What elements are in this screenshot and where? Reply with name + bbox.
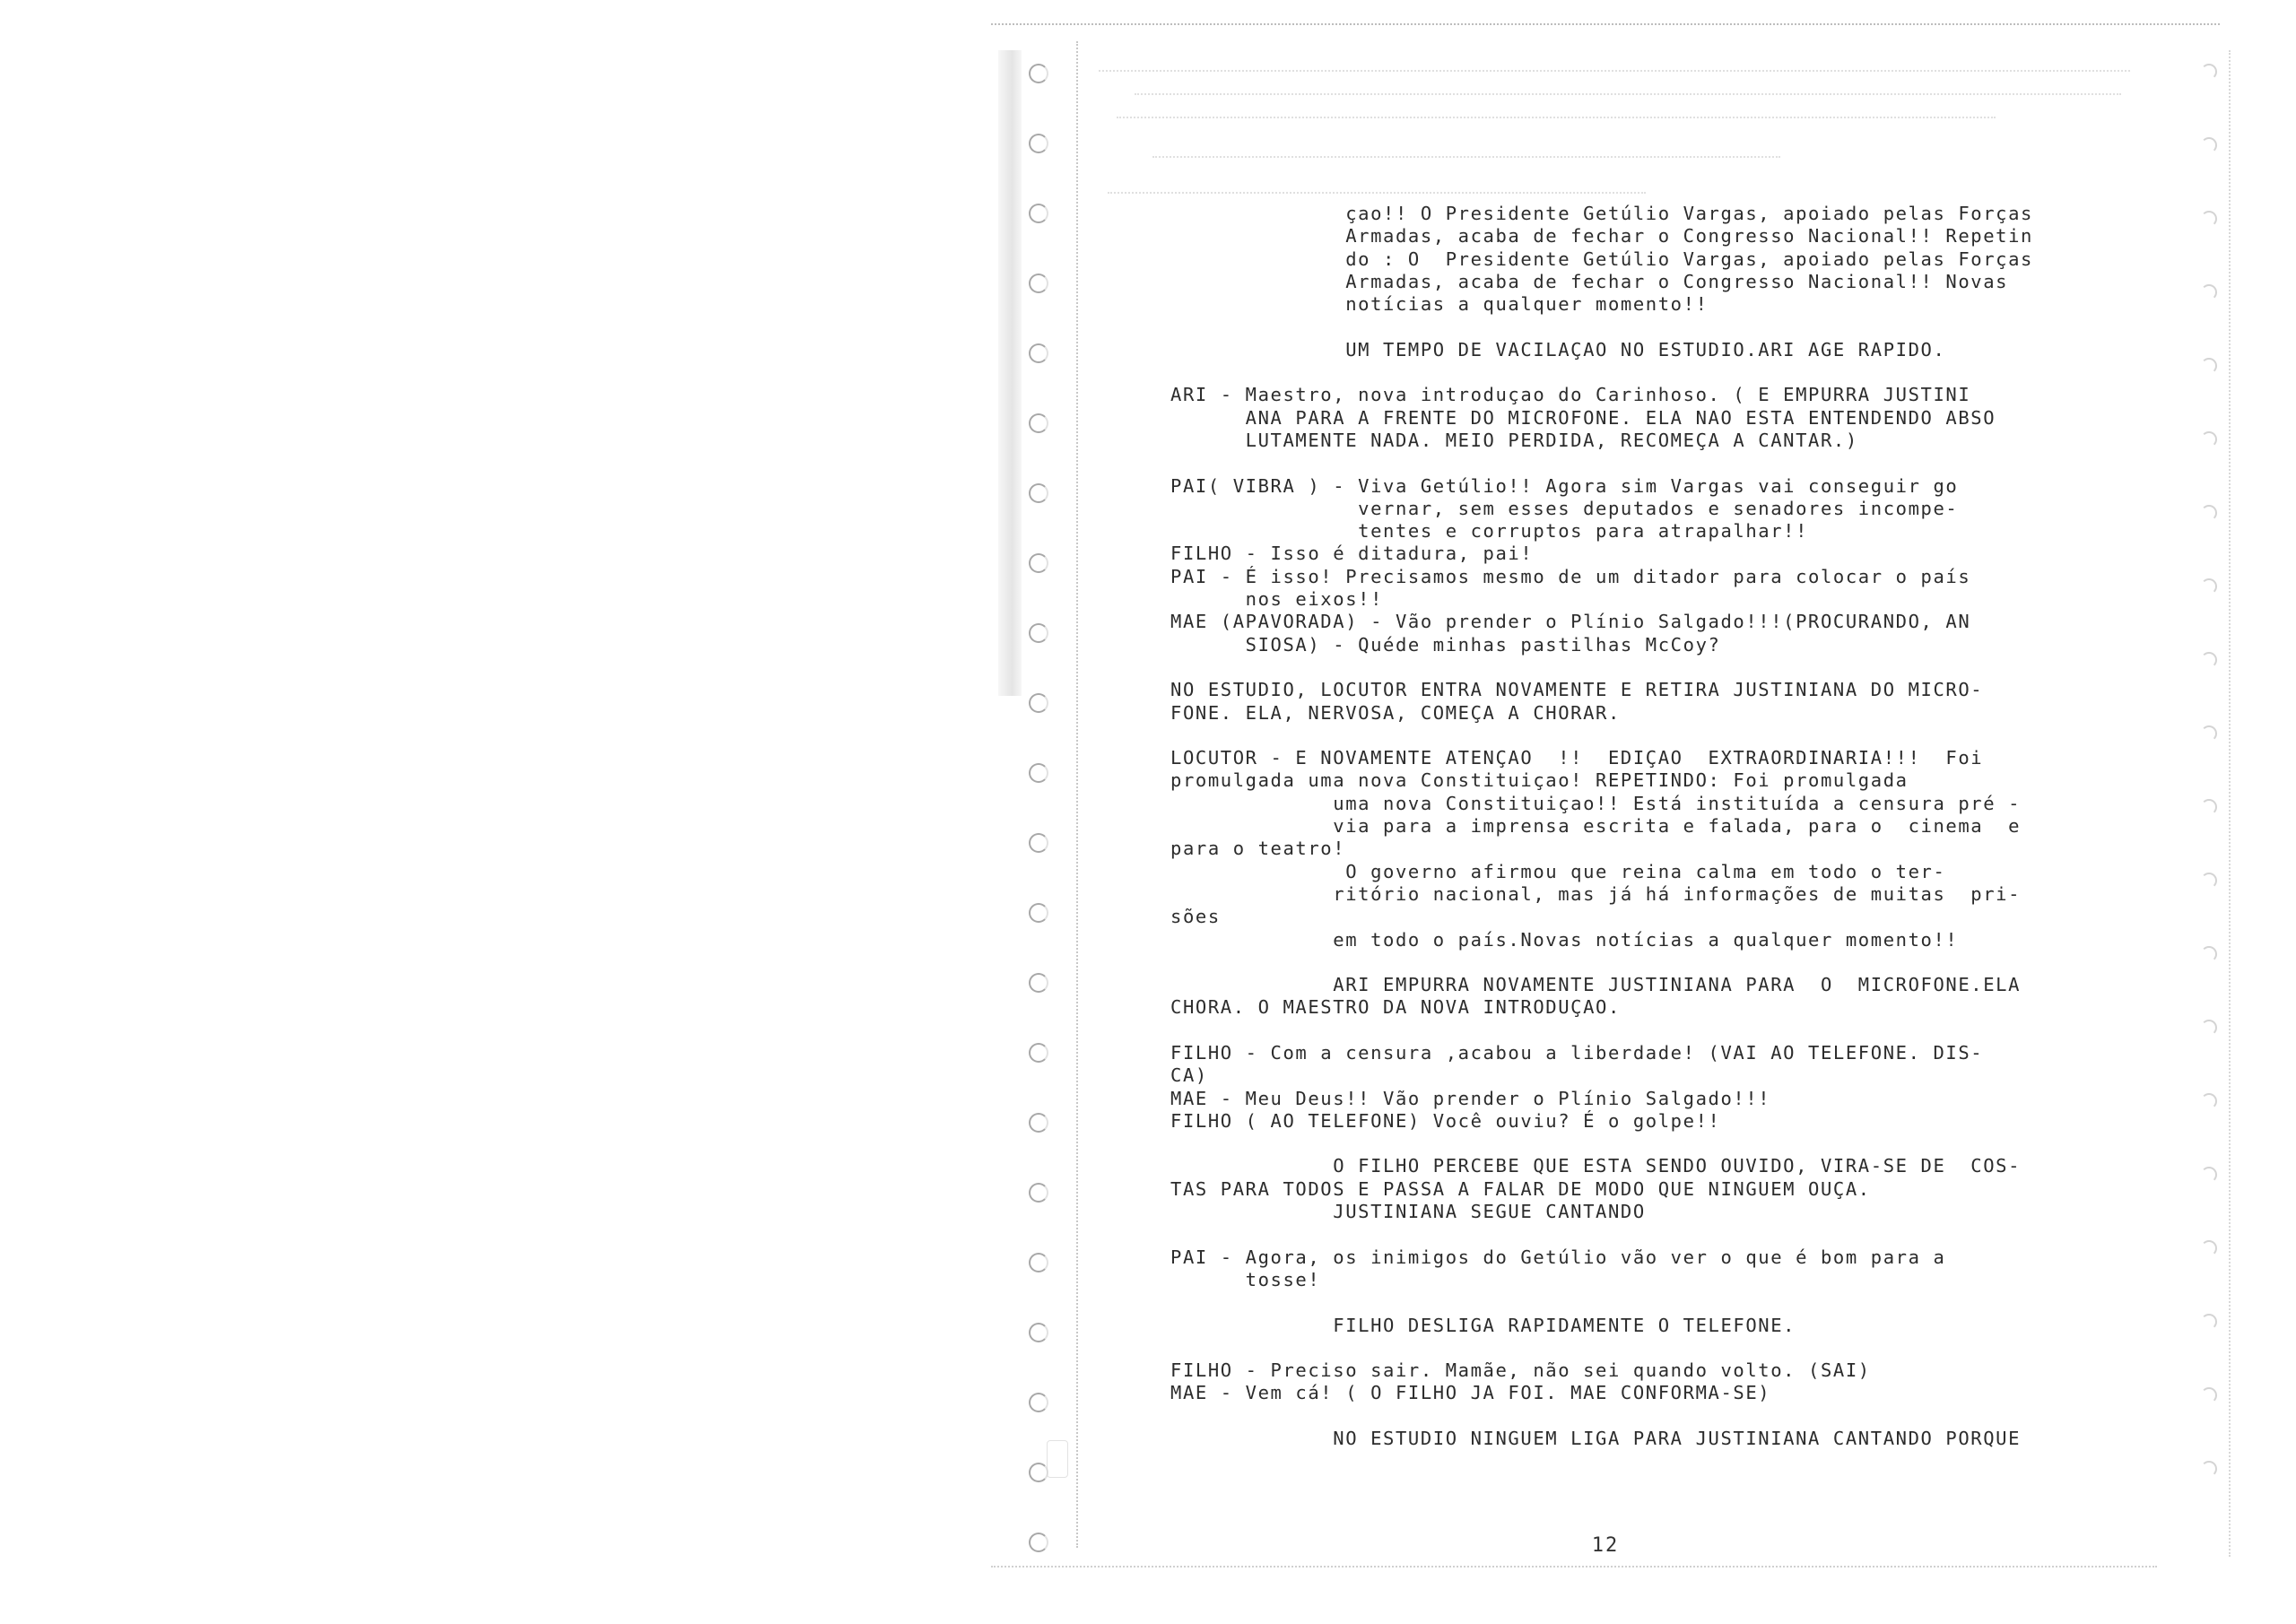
perforation-mark <box>2201 505 2217 521</box>
perforation-mark <box>2201 358 2217 374</box>
script-line: NO ESTUDIO, LOCUTOR ENTRA NOVAMENTE E RETIRA JUSTINIANA DO MICRO- <box>1170 679 1984 701</box>
script-line: LUTAMENTE NADA. MEIO PERDIDA, RECOMEÇA A CANTAR.) <box>1170 429 1858 451</box>
perforation-mark <box>2201 1240 2217 1256</box>
blank-line <box>1170 951 2175 974</box>
script-line: FILHO - Preciso sair. Mamãe, não sei quando volto. (SAI) <box>1170 1359 1871 1382</box>
script-line: para o teatro! <box>1170 838 1346 860</box>
script-line: PAI - Agora, os inimigos do Getúlio vão ver o que é bom para a <box>1170 1246 1946 1268</box>
script-line: Armadas, acaba de fechar o Congresso Nacional!! Repetin <box>1170 225 2034 248</box>
perforation-mark <box>2201 1020 2217 1036</box>
script-line: em todo o país.Novas notícias a qualquer momento!! <box>1170 928 1959 951</box>
perforation-hole <box>1029 64 1048 83</box>
script-line: NO ESTUDIO NINGUEM LIGA PARA JUSTINIANA CANTANDO PORQUE <box>1170 1428 2022 1450</box>
script-line: ritório nacional, mas já há informações de muitas pri- <box>1170 882 2022 905</box>
perforation-hole <box>1029 343 1048 363</box>
perforation-mark <box>2201 873 2217 889</box>
perforation-mark <box>2201 799 2217 815</box>
perforation-hole <box>1029 1113 1048 1133</box>
script-text <box>1170 203 2175 1450</box>
perforation-mark <box>2201 1093 2217 1109</box>
perforation-hole <box>1029 1043 1048 1063</box>
perforation-mark <box>2201 64 2217 80</box>
script-line: çao!! O Presidente Getúlio Vargas, apoiado pelas Forças <box>1170 203 2034 224</box>
script-line: CA) <box>1170 1064 1208 1087</box>
script-line: LOCUTOR - E NOVAMENTE ATENÇAO !! EDIÇAO EXTRAORDINARIA!!! Foi <box>1170 747 1984 769</box>
blank-line <box>1170 725 2175 747</box>
perforation-mark <box>2201 725 2217 742</box>
scan-shadow <box>998 50 1022 696</box>
right-perforation-marks <box>2197 23 2217 1566</box>
perforation-hole <box>1029 204 1048 223</box>
page-bottom-edge <box>991 1566 2157 1568</box>
script-line: O FILHO PERCEBE QUE ESTA SENDO OUVIDO, VIRA-SE DE COS- <box>1170 1155 2022 1177</box>
perforation-hole <box>1029 1463 1048 1482</box>
script-line: sões <box>1170 906 1221 928</box>
script-line: MAE (APAVORADA) - Vão prender o Plínio Salgado!!!(PROCURANDO, AN <box>1170 611 1971 633</box>
perforation-mark <box>2201 1314 2217 1330</box>
perforation-hole <box>1029 134 1048 153</box>
script-line: MAE - Vem cá! ( O FILHO JA FOI. MAE CONFORMA-SE) <box>1170 1382 1771 1404</box>
script-line: FILHO - Com a censura ,acabou a liberdade! (VAI AO TELEFONE. DIS- <box>1170 1041 1984 1064</box>
perforation-hole <box>1029 763 1048 783</box>
perforation-hole <box>1029 1393 1048 1412</box>
script-line: promulgada uma nova Constituiçao! REPETINDO: Foi promulgada <box>1170 769 1909 792</box>
script-line: FILHO ( AO TELEFONE) Você ouviu? É o golpe!! <box>1170 1109 1721 1132</box>
perforation-hole <box>1029 1253 1048 1272</box>
perforation-mark <box>2201 1387 2217 1403</box>
perforation-mark <box>2201 1167 2217 1183</box>
script-line: PAI( VIBRA ) - Viva Getúlio!! Agora sim Vargas vai conseguir go <box>1170 474 1959 497</box>
blank-line <box>1170 361 2175 384</box>
script-line: ARI EMPURRA NOVAMENTE JUSTINIANA PARA O MICROFONE.ELA <box>1170 974 2022 996</box>
perforation-mark <box>2201 946 2217 962</box>
script-line: FILHO DESLIGA RAPIDAMENTE O TELEFONE. <box>1170 1314 1796 1336</box>
script-line: uma nova Constituiçao!! Está instituída a censura pré - <box>1170 792 2022 814</box>
blank-line <box>1170 656 2175 679</box>
blank-line <box>1170 1133 2175 1155</box>
script-line: PAI - É isso! Precisamos mesmo de um ditador para colocar o país <box>1170 565 1971 587</box>
blank-line <box>1170 1223 2175 1246</box>
script-line: via para a imprensa escrita e falada, para o cinema e <box>1170 815 2022 838</box>
perforation-mark <box>2201 1461 2217 1477</box>
blank-line <box>1170 1291 2175 1314</box>
perforation-hole <box>1029 553 1048 573</box>
script-line: vernar, sem esses deputados e senadores incompe- <box>1170 497 1959 519</box>
script-line: ANA PARA A FRENTE DO MICROFONE. ELA NAO ESTA ENTENDENDO ABSO <box>1170 406 1996 429</box>
script-line: do : O Presidente Getúlio Vargas, apoiado pelas Forças <box>1170 248 2034 270</box>
script-page <box>991 23 2220 1570</box>
blank-line <box>1170 452 2175 474</box>
script-line: MAE - Meu Deus!! Vão prender o Plínio Salgado!!! <box>1170 1087 1771 1109</box>
script-line: tosse! <box>1170 1268 1321 1290</box>
tractor-feed-strip <box>991 41 1078 1548</box>
perforation-hole <box>1029 1323 1048 1342</box>
perforation-mark <box>2201 211 2217 227</box>
perforation-hole <box>1029 1183 1048 1203</box>
blank-line <box>1170 1020 2175 1042</box>
page-top-edge <box>991 23 2220 25</box>
perforation-hole <box>1029 413 1048 433</box>
blank-line <box>1170 316 2175 338</box>
perforation-mark <box>2201 431 2217 447</box>
script-line: TAS PARA TODOS E PASSA A FALAR DE MODO QUE NINGUEM OUÇA. <box>1170 1177 1871 1200</box>
perforation-mark <box>2201 284 2217 300</box>
script-line: O governo afirmou que reina calma em todo o ter- <box>1170 860 1946 882</box>
perforation-mark <box>2201 578 2217 595</box>
perforation-hole <box>1029 833 1048 853</box>
perforation-mark <box>2201 137 2217 153</box>
script-line: tentes e corruptos para atrapalhar!! <box>1170 520 1809 543</box>
script-line: nos eixos!! <box>1170 588 1384 611</box>
blank-line <box>1170 1405 2175 1428</box>
script-line: JUSTINIANA SEGUE CANTANDO <box>1170 1201 1646 1223</box>
script-line: notícias a qualquer momento!! <box>1170 293 1709 316</box>
perforation-hole <box>1029 973 1048 993</box>
script-line: FONE. ELA, NERVOSA, COMEÇA A CHORAR. <box>1170 701 1621 724</box>
page-number: 12 <box>1591 1534 1620 1557</box>
script-line: Armadas, acaba de fechar o Congresso Nacional!! Novas <box>1170 270 2009 292</box>
perforation-hole <box>1029 274 1048 293</box>
script-line: FILHO - Isso é ditadura, pai! <box>1170 543 1534 565</box>
script-line: UM TEMPO DE VACILAÇAO NO ESTUDIO.ARI AGE RAPIDO. <box>1170 338 1946 360</box>
perforation-hole <box>1029 693 1048 713</box>
perforation-hole <box>1029 483 1048 503</box>
perforation-hole <box>1029 903 1048 923</box>
margin-stamp <box>1047 1440 1068 1478</box>
script-line: SIOSA) - Quéde minhas pastilhas McCoy? <box>1170 633 1721 656</box>
perforation-mark <box>2201 652 2217 668</box>
script-line: ARI - Maestro, nova introduçao do Carinhoso. ( E EMPURRA JUSTINI <box>1170 384 1971 406</box>
perforation-hole <box>1029 623 1048 643</box>
script-line: CHORA. O MAESTRO DA NOVA INTRODUÇAO. <box>1170 996 1621 1019</box>
page-right-edge <box>2229 50 2231 1557</box>
blank-line <box>1170 1337 2175 1359</box>
